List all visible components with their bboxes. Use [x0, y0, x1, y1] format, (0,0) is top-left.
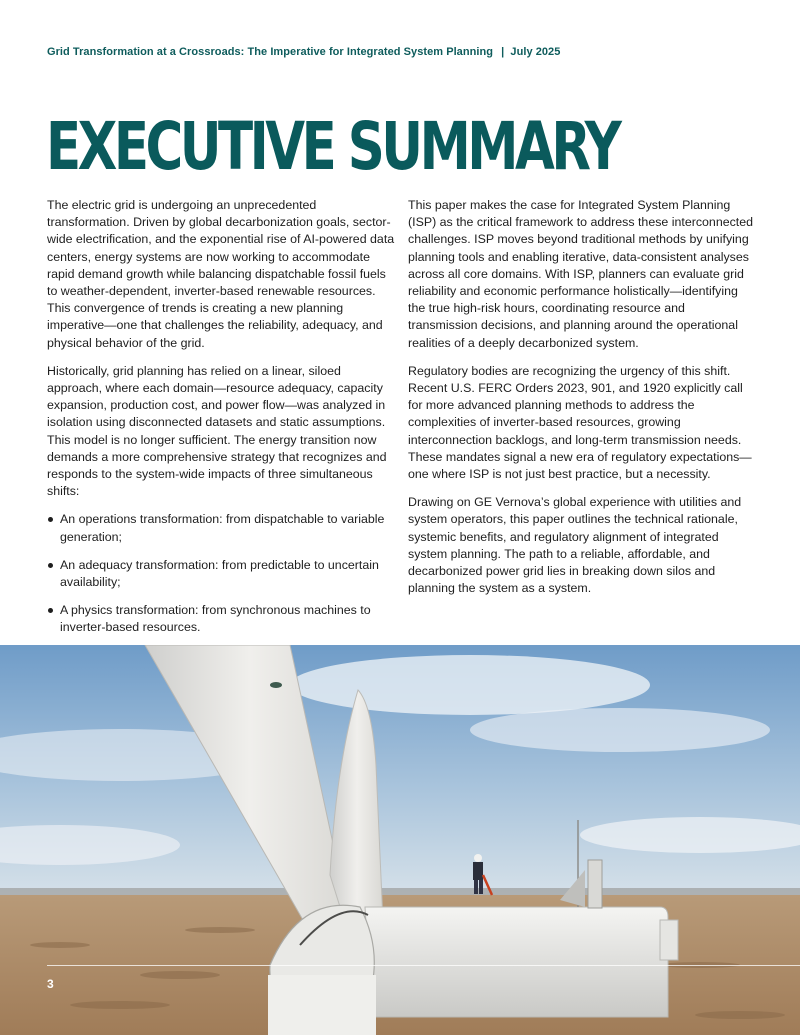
shifts-list [47, 511, 397, 636]
bullet-icon [48, 608, 53, 613]
bullet-icon [48, 517, 53, 522]
history-paragraph: Historically, grid planning has relied on a linear, siloed approach, where each domain—resource adequacy, capacity expansion, production cost, and power flow—was analyzed in isolation using disconnected datasets and static assumptions. This model is no longer sufficient. The energy transition now demands a more comprehensive strategy that recognizes and responds to the system-wide impacts of three simultaneous shifts: [47, 363, 387, 499]
header-separator: | [501, 46, 505, 58]
list-item [47, 511, 397, 545]
right-column [408, 197, 754, 608]
list-item-text: An adequacy transformation: from predictable to uncertain availability; [60, 557, 379, 590]
bullet-icon [48, 563, 53, 568]
wind-turbine-photo [0, 645, 800, 1035]
page-number: 3 [47, 977, 54, 991]
intro-paragraph: The electric grid is undergoing an unprecedented transformation. Driven by global decarbonization goals, sector-wide electrification, and the exponential rise of AI-powered data centers, energy systems are now working to accommodate rapid demand growth while balancing dispatchable fossil fuels to weather-dependent, inverter-based renewable resources. This convergence of trends is creating a new planning imperative—one that challenges the reliability, adequacy, and physical behavior of the grid. [47, 198, 395, 350]
regulatory-paragraph: Regulatory bodies are recognizing the urgency of this shift. Recent U.S. FERC Orders 2023, 901, and 1920 explicitly call for more advanced planning methods to address the complexities of inverter-based resources, growing interconnection backlogs, and long-term transmission needs. These mandates signal a new era of regulatory expectations—one where ISP is not just best practice, but a necessity. [408, 363, 752, 482]
list-item [47, 602, 397, 636]
running-header [47, 46, 560, 58]
document-title: Grid Transformation at a Crossroads: The Imperative for Integrated System Planning [47, 46, 494, 58]
document-date: July 2025 [510, 46, 561, 58]
list-item-text: An operations transformation: from dispatchable to variable generation; [60, 512, 385, 544]
left-column [47, 197, 397, 648]
isp-paragraph: This paper makes the case for Integrated System Planning (ISP) as the critical framework to address these interconnected challenges. ISP moves beyond traditional methods by unifying planning tools and enabling iterative, data-consistent analyses across all core domains. With ISP, planners can evaluate grid reliability and economic performance holistically—identifying the true high-risk hours, coordinating resource and transmission decisions, and planning around the operational realities of a deeply decarbonized system. [408, 198, 754, 350]
conclusion-paragraph: Drawing on GE Vernova’s global experience with utilities and system operators, this paper outlines the technical rationale, systemic benefits, and regulatory alignment of integrated system planning. The path to a reliable, affordable, and decarbonized power grid lies in breaking down silos and planning the system as a system. [408, 495, 742, 596]
list-item-text: A physics transformation: from synchronous machines to inverter-based resources. [60, 603, 371, 635]
list-item [47, 557, 397, 591]
footer-rule [47, 965, 800, 966]
page-title: EXECUTIVE SUMMARY [46, 108, 619, 185]
